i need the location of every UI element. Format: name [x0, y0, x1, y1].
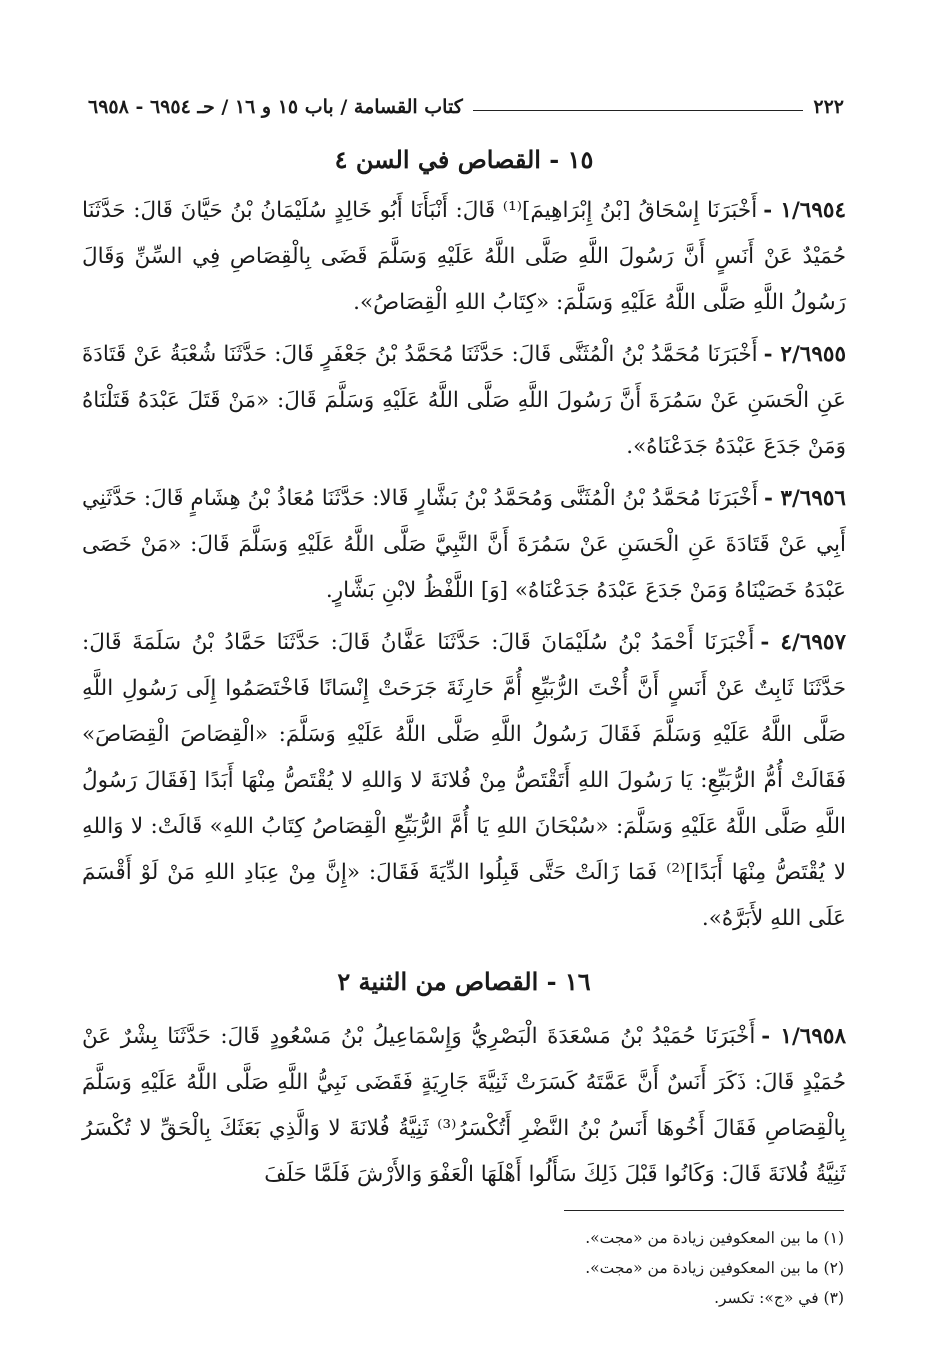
hadith-number: ١/٦٩٥٨ -	[761, 1024, 846, 1049]
chapter-title: ١٥ - القصاص في السن ٤	[334, 145, 594, 174]
hadith-paragraph	[82, 188, 846, 326]
footnote: (١) ما بين المعكوفين زيادة من «مجت».	[585, 1229, 844, 1247]
hadith-text: أَخْبَرَنَا مُحَمَّدُ بْنُ الْمُثَنَّى وَمُحَمَّدُ بْنُ بَشَّارٍ قَالا: حَدَّثَنَا مُعَاذُ بْنُ هِشَامٍ قَالَ: حَدَّثَنِي أَبِي عَنْ قَتَادَةَ عَنِ الْحَسَنِ عَنْ سَمُرَةَ أَنَّ النَّبِيَّ صَلَّى اللَّهُ عَلَيْهِ وَسَلَّمَ قَالَ: «مَنْ خَصَى عَبْدَهُ خَصَيْنَاهُ وَمَنْ جَدَعَ عَبْدَهُ جَدَعْنَاهُ» [وَ] اللَّفْظُ لابْنِ بَشَّارٍ.	[82, 486, 846, 603]
footnote: (٣) في «ج»: تكسر.	[714, 1289, 844, 1307]
hadith-paragraph	[82, 476, 846, 614]
page-number: ٢٢٢	[813, 96, 844, 118]
page-body	[82, 138, 846, 1204]
footnote-rule	[564, 1210, 844, 1211]
chapter-title: ١٦ - القصاص من الثنية ٢	[337, 967, 591, 996]
running-title: كتاب القسامة / باب ١٥ و ١٦ / حـ ٦٩٥٤ - ٦٩٥٨	[88, 96, 463, 118]
hadith-paragraph	[82, 620, 846, 942]
footnotes	[454, 1210, 844, 1313]
hadith-text: أَخْبَرَنَا حُمَيْدُ بْنُ مَسْعَدَةَ الْبَصْرِيُّ وَإِسْمَاعِيلُ بْنُ مَسْعُودٍ قَالَ: حَدَّثَنَا بِشْرٌ عَنْ حُمَيْدٍ قَالَ: ذَكَرَ أَنَسٌ أَنَّ عَمَّتَهُ كَسَرَتْ ثَنِيَّةَ جَارِيَةٍ فَقَضَى نَبِيُّ اللَّهِ صَلَّى اللَّهُ عَلَيْهِ وَسَلَّمَ بِالْقِصَاصِ فَقَالَ أَخُوهَا أَنَسُ بْنُ النَّضْرِ أَتُكْسَرُ⁽³⁾ ثَنِيَّةُ فُلانَةَ لا وَالَّذِي بَعَثَكَ بِالْحَقِّ لا تُكْسَرُ ثَنِيَّةُ فُلانَةَ قَالَ: وَكَانُوا قَبْلَ ذَلِكَ سَأَلُوا أَهْلَهَا الْعَفْوَ وَالأَرْشَ فَلَمَّا حَلَفَ	[82, 1024, 846, 1187]
header-rule	[473, 110, 804, 111]
hadith-text: أَخْبَرَنَا إِسْحَاقُ [بْنُ إِبْرَاهِيمَ]⁽¹⁾ قَالَ: أَنْبَأَنَا أَبُو خَالِدٍ سُلَيْمَانُ بْنُ حَيَّانَ قَالَ: حَدَّثَنَا حُمَيْدٌ عَنْ أَنَسٍ أَنَّ رَسُولَ اللَّهِ صَلَّى اللَّهُ عَلَيْهِ وَسَلَّمَ قَضَى بِالْقِصَاصِ فِي السِّنِّ وَقَالَ رَسُولُ اللَّهِ صَلَّى اللَّهُ عَلَيْهِ وَسَلَّمَ: «كِتَابُ اللهِ الْقِصَاصُ».	[82, 198, 846, 315]
hadith-number: ٤/٦٩٥٧ -	[760, 630, 847, 655]
hadith-number: ٣/٦٩٥٦ -	[763, 486, 846, 511]
hadith-paragraph	[82, 332, 846, 470]
page-header	[88, 88, 844, 118]
hadith-paragraph	[82, 1014, 846, 1198]
hadith-number: ١/٦٩٥٤ -	[763, 198, 846, 223]
hadith-text: أَخْبَرَنَا أَحْمَدُ بْنُ سُلَيْمَانَ قَالَ: حَدَّثَنَا عَفَّانُ قَالَ: حَدَّثَنَا حَمَّادُ بْنُ سَلَمَةَ قَالَ: حَدَّثَنَا ثَابِتٌ عَنْ أَنَسٍ أَنَّ أُخْتَ الرُّبَيِّعِ أُمَّ حَارِثَةَ جَرَحَتْ إِنْسَانًا فَاخْتَصَمُوا إِلَى رَسُولِ اللَّهِ صَلَّى اللَّهُ عَلَيْهِ وَسَلَّمَ فَقَالَ رَسُولُ اللَّهِ صَلَّى اللَّهُ عَلَيْهِ وَسَلَّمَ: «الْقِصَاصَ الْقِصَاصَ» فَقَالَتْ أُمُّ الرُّبَيِّعِ: يَا رَسُولَ اللهِ أَتَقْتَصُّ مِنْ فُلانَةَ لا وَاللهِ لا يُقْتَصُّ مِنْهَا أَبَدًا [فَقَالَ رَسُولُ اللَّهِ صَلَّى اللَّهُ عَلَيْهِ وَسَلَّمَ: «سُبْحَانَ اللهِ يَا أُمَّ الرُّبَيِّعِ الْقِصَاصُ كِتَابُ اللهِ» قَالَتْ: لا وَاللهِ لا يُقْتَصُّ مِنْهَا أَبَدًا]⁽²⁾ فَمَا زَالَتْ حَتَّى قَبِلُوا الدِّيَةَ فَقَالَ: «إِنَّ مِنْ عِبَادِ اللهِ مَنْ لَوْ أَقْسَمَ عَلَى اللهِ لأَبَرَّهُ».	[82, 630, 846, 931]
footnote: (٢) ما بين المعكوفين زيادة من «مجت».	[585, 1259, 844, 1277]
hadith-number: ٢/٦٩٥٥ -	[763, 342, 846, 367]
hadith-text: أَخْبَرَنَا مُحَمَّدُ بْنُ الْمُثَنَّى قَالَ: حَدَّثَنَا مُحَمَّدُ بْنُ جَعْفَرٍ قَالَ: حَدَّثَنَا شُعْبَةُ عَنْ قَتَادَةَ عَنِ الْحَسَنِ عَنْ سَمُرَةَ أَنَّ رَسُولَ اللَّهِ صَلَّى اللَّهُ عَلَيْهِ وَسَلَّمَ قَالَ: «مَنْ قَتَلَ عَبْدَهُ قَتَلْنَاهُ وَمَنْ جَدَعَ عَبْدَهُ جَدَعْنَاهُ».	[82, 342, 846, 459]
